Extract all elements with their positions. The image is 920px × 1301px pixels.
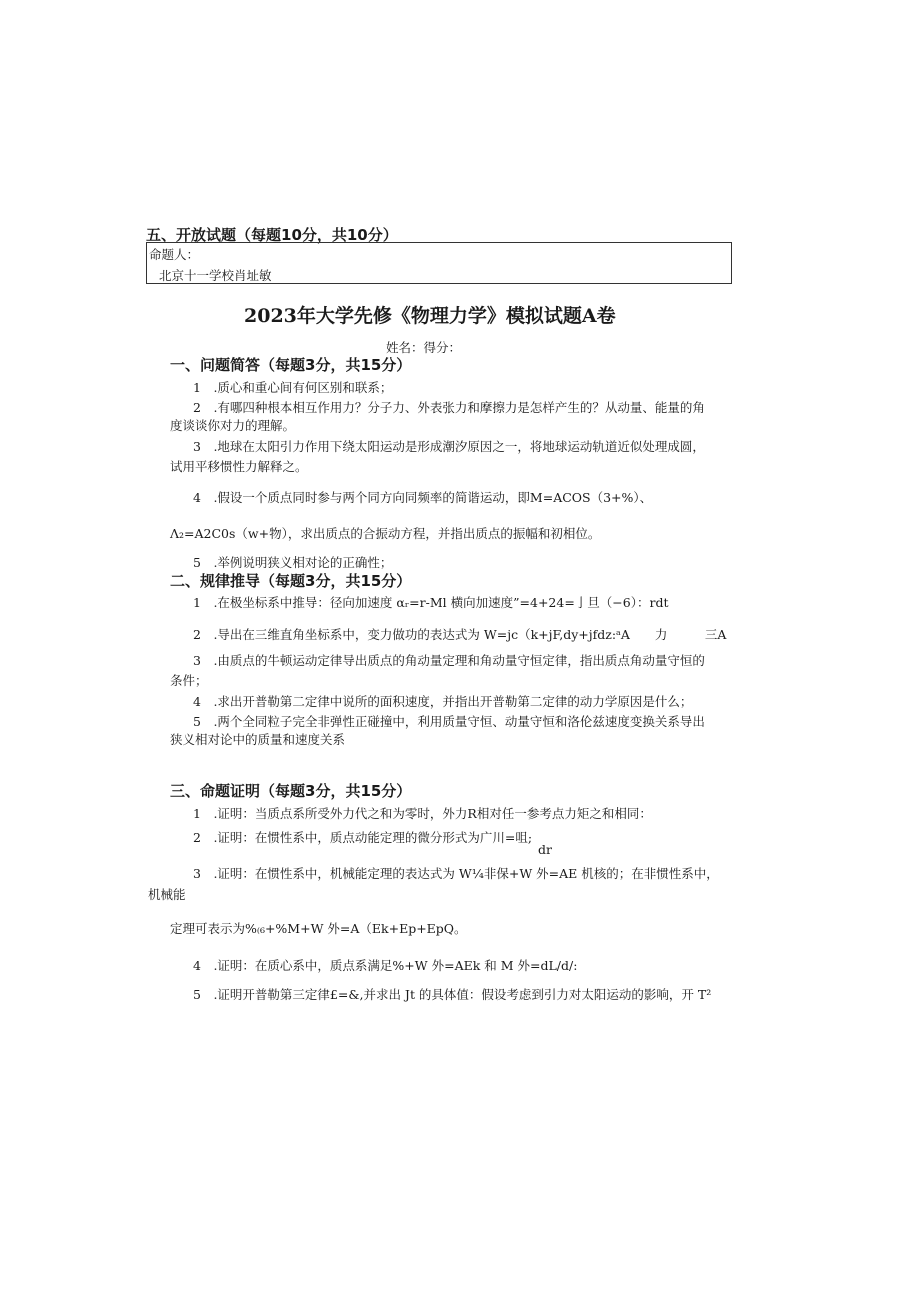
section5-heading: 五、开放试题（每题10分，共10分）: [146, 226, 398, 244]
s2-q4: 4 .求出开普勒第二定律中说所的面积速度，并指出开普勒第二定律的动力学原因是什么；: [193, 694, 693, 709]
s2-q3-line2: 条件；: [170, 673, 208, 688]
author-box: [146, 242, 732, 284]
s2-q1: 1 .在极坐标系中推导：径向加速度 αᵣ=r-Ml 横向加速度”=4+24=亅旦（−6）：rdt: [193, 595, 669, 610]
s3-q2: 2 .证明：在惯性系中，质点动能定理的微分形式为广川=咀;: [193, 830, 533, 845]
s1-q5: 5 .举例说明狭义相对论的正确性；: [193, 555, 393, 570]
s2-q5-line2: 狭义相对论中的质量和速度关系: [170, 732, 346, 747]
s1-q4-line1: 4 .假设一个质点同时参与两个同方向同频率的简谐运动，即M=ACOS（3+%）、: [193, 490, 653, 505]
s3-q3-line2: 机械能: [148, 887, 186, 902]
author-name: 北京十一学校肖址敏: [159, 268, 272, 283]
s1-q4-line2: Λ₂=A2C0s（w+物），求出质点的合振动方程，并指出质点的振幅和初相位。: [170, 526, 601, 541]
s2-q3-line1: 3 .由质点的牛顿运动定律导出质点的角动量定理和角动量守恒定律，指出质点角动量守恒的: [193, 653, 705, 668]
s3-q5: 5 .证明开普勒第三定律£=&,并求出 Jt 的具体值：假设考虑到引力对太阳运动的影响，开 T²: [193, 987, 712, 1002]
section1-heading: 一、问题简答（每题3分，共15分）: [170, 356, 412, 374]
s1-q3-line1: 3 .地球在太阳引力作用下绕太阳运动是形成潮汐原因之一，将地球运动轨道近似处理成圆，: [193, 439, 705, 454]
author-label: 命题人：: [149, 247, 200, 262]
s1-q2-line2: 度谈谈你对力的理解。: [170, 418, 296, 433]
s3-q1: 1 .证明：当质点系所受外力代之和为零时，外力R相对任一参考点力矩之和相同：: [193, 806, 652, 821]
name-score-line: 姓名：得分：: [386, 340, 462, 355]
s2-q5-line1: 5 .两个全同粒子完全非弹性正碰撞中，利用质量守恒、动量守恒和洛伦兹速度变换关系导出: [193, 714, 705, 729]
s1-q1: 1 .质心和重心间有何区别和联系；: [193, 380, 393, 395]
s3-q4: 4 .证明：在质心系中，质点系满足%+W 外=AEk 和 M 外=dL/d/:: [193, 958, 578, 973]
section3-heading: 三、命题证明（每题3分，共15分）: [170, 782, 412, 800]
s1-q3-line2: 试用平移惯性力解释之。: [170, 459, 308, 474]
section2-heading: 二、规律推导（每题3分，共15分）: [170, 572, 412, 590]
s3-q3-line3: 定理可表示为%₍₆+%M+W 外=A（Ek+Ep+EpQ。: [170, 921, 467, 936]
s3-q2-dr: dr: [538, 842, 552, 857]
s2-q2: 2 .导出在三维直角坐标系中，变力做功的表达式为 W=jc（k+jF,dy+jfdz:ᵃA 力 三A: [193, 627, 727, 642]
page-title: 2023年大学先修《物理力学》模拟试题A卷: [244, 305, 616, 327]
s1-q2-line1: 2 .有哪四种根本相互作用力？分子力、外表张力和摩擦力是怎样产生的？从动量、能量的角: [193, 400, 705, 415]
s3-q3-line1: 3 .证明：在惯性系中，机械能定理的表达式为 W¼非保+W 外=AE 机核的；在非惯性系中，: [193, 866, 719, 881]
